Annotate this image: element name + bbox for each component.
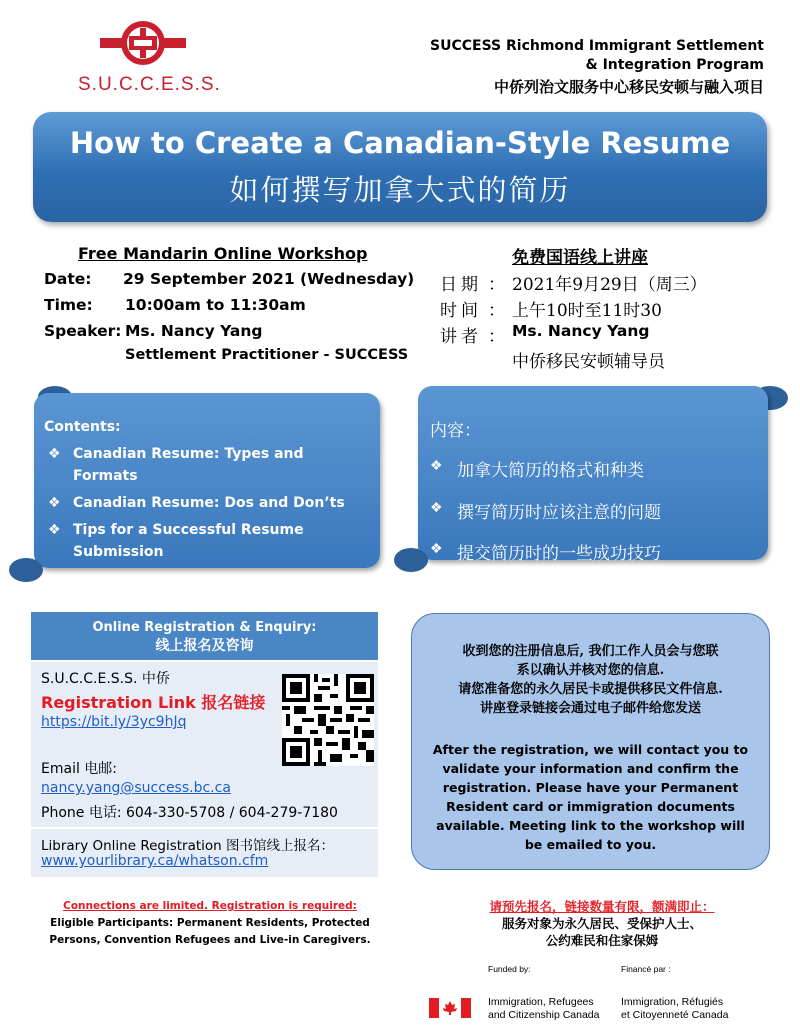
contents-heading-cn: 内容： [430,421,481,441]
notice-cn [412,642,769,718]
time-value: 10:00am to 11:30am [125,296,306,314]
footer-left [30,898,390,949]
ircc-fr-line-1: Immigration, Réfugiés [621,996,724,1008]
date-label-cn: 日期 [440,275,482,295]
eligible-line-2: Persons, Convention Refugees and Live-in Caregivers. [49,934,371,946]
finance-par: Financé par : [621,964,671,974]
title-banner [33,112,767,222]
contents-item-1b: Formats [73,468,138,484]
qr-code[interactable] [282,674,374,766]
notice-en-line: registration. Please have your Permanent [442,780,739,795]
notice-en-line: validate your information and confirm the [442,761,739,776]
scroll-curl-left-bottom [9,558,43,582]
workshop-heading-en: Free Mandarin Online Workshop [78,244,368,263]
footer-right [412,898,792,949]
speaker-title: Settlement Practitioner - SUCCESS [125,347,409,363]
registration-org: S.U.C.C.E.S.S. 中侨 [41,671,170,687]
date-label: Date: [44,270,92,288]
bullet-1: ❖ [48,446,61,462]
ircc-fr-line-2: et Citoyenneté Canada [621,1009,729,1021]
bullet-cn-3: ❖ [430,541,443,557]
notice-cn-line: 系以确认并核对您的信息. [516,663,665,678]
bullet-3: ❖ [48,522,61,538]
scroll-curl-right-bottom [394,548,428,572]
date-value-cn: 2021年9月29日（周三） [512,275,707,295]
library-link[interactable]: www.yourlibrary.ca/whatson.cfm [41,853,269,869]
bullet-cn-1: ❖ [430,458,443,474]
canada-flag-icon [429,998,471,1018]
funded-by: Funded by: [488,964,531,974]
notice-en-line: Resident card or immigration documents [446,799,735,814]
success-logo [78,18,221,98]
date-value: 29 September 2021 (Wednesday) [123,270,415,288]
contents-item-2: Canadian Resume: Dos and Don’ts [73,495,345,511]
program-line2: & Integration Program [585,57,764,73]
speaker-value-cn: Ms. Nancy Yang [512,322,650,340]
speaker-title-cn: 中侨移民安顿辅导员 [512,352,665,372]
contents-item-1: Canadian Resume: Types and [73,446,304,462]
registration-header [31,612,378,660]
time-value-cn: 上午10时至11时30 [512,301,662,321]
registration-head-en: Online Registration & Enquiry: [92,620,317,635]
colon-3: ： [488,327,505,347]
footer-cn-line-2: 公约难民和住家保姆 [545,933,659,948]
notice-cn-line: 收到您的注册信息后, 我们工作人员会与您联 [462,644,719,659]
colon-1: ： [488,275,505,295]
contents-heading-en: Contents: [44,419,121,435]
ircc-en [488,996,600,1022]
contents-item-3b: Submission [73,544,164,560]
program-cn: 中侨列治文服务中心移民安顿与融入项目 [493,78,764,96]
speaker-value: Ms. Nancy Yang [125,322,263,340]
contents-item-3: Tips for a Successful Resume [73,522,304,538]
email-link[interactable]: nancy.yang@success.bc.ca [41,780,231,796]
notice-box [411,613,770,870]
speaker-label-cn: 讲者 [440,327,482,347]
title-en: How to Create a Canadian-Style Resume [69,126,731,160]
footer-cn-line-1: 服务对象为永久居民、受保护人士、 [501,916,702,931]
eligible-line-1: Eligible Participants: Permanent Residents, Protected [50,917,370,929]
notice-cn-line: 讲座登录链接会通过电子邮件给您发送 [479,701,701,716]
bullet-2: ❖ [48,495,61,511]
time-label-cn: 时间 [440,301,482,321]
contents-cn-item-2: 撰写简历时应该注意的问题 [457,503,661,523]
email-label: Email 电邮: [41,761,118,777]
time-label: Time: [44,296,93,314]
phone-line: Phone 电话: 604-330-5708 / 604-279-7180 [41,805,338,821]
program-line1: SUCCESS Richmond Immigrant Settlement [430,38,764,54]
success-emblem-icon [78,18,208,76]
logo-text: S.U.C.C.E.S.S. [78,74,221,95]
notice-en-line: After the registration, we will contact you to [432,742,749,757]
notice-en [412,740,769,854]
footer-red-cn: 请预先报名，链接数量有限，额满即止： [489,899,715,914]
ircc-fr [621,996,728,1022]
colon-2: ： [488,301,505,321]
contents-cn-item-3: 提交简历时的一些成功技巧 [457,544,661,564]
notice-en-line: available. Meeting link to the workshop will [436,818,745,833]
registration-head-cn: 线上报名及咨询 [155,638,254,654]
contents-cn-item-1: 加拿大简历的格式和种类 [457,461,644,481]
notice-en-line: be emailed to you. [524,837,657,852]
qr-code-icon [282,674,374,766]
bullet-cn-2: ❖ [430,500,443,516]
notice-cn-line: 请您准备您的永久居民卡或提供移民文件信息. [458,682,723,697]
library-label: Library Online Registration 图书馆线上报名： [41,838,335,854]
speaker-label: Speaker: [44,322,122,340]
ircc-en-line-1: Immigration, Refugees [488,996,594,1008]
workshop-heading-cn: 免费国语线上讲座 [512,248,648,268]
registration-link[interactable]: https://bit.ly/3yc9hJq [41,714,187,730]
footer-red-en: Connections are limited. Registration is required: [63,900,357,912]
ircc-en-line-2: and Citizenship Canada [488,1009,600,1021]
registration-link-label: Registration Link 报名链接 [41,693,266,712]
title-cn: 如何撰写加拿大式的简历 [229,173,571,207]
